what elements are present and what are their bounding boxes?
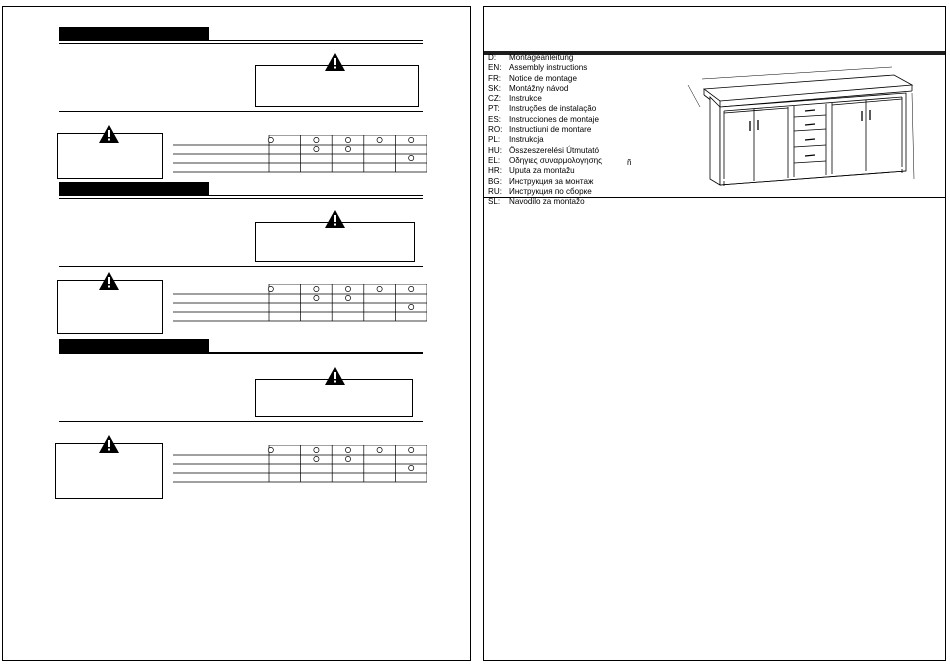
circle-mark-icon xyxy=(314,146,319,151)
language-row xyxy=(488,125,688,135)
language-title: Assembly instructions xyxy=(509,63,588,73)
circle-mark-icon xyxy=(268,447,273,452)
language-row xyxy=(488,187,688,197)
language-row xyxy=(488,197,688,207)
language-code: ES: xyxy=(488,114,502,124)
warning-triangle-icon xyxy=(99,125,119,143)
language-code: FR: xyxy=(488,73,502,83)
language-code: EN: xyxy=(488,63,502,73)
circle-mark-icon xyxy=(409,447,414,452)
language-code: HU: xyxy=(488,145,502,155)
table-grid xyxy=(173,135,427,175)
divider-rule xyxy=(59,353,423,354)
circle-mark-icon xyxy=(377,286,382,291)
language-title: Összeszerelési Útmutató xyxy=(509,145,599,155)
divider-rule xyxy=(59,266,423,267)
compatibility-table xyxy=(173,445,427,485)
language-title: Montážny návod xyxy=(509,83,569,93)
circle-mark-icon xyxy=(409,137,414,142)
language-row xyxy=(488,135,688,145)
instruction-section xyxy=(3,17,472,167)
divider-rule xyxy=(59,421,423,422)
language-row xyxy=(488,63,688,73)
language-code: PT: xyxy=(488,104,500,114)
circle-mark-icon xyxy=(345,456,350,461)
circle-mark-icon xyxy=(314,456,319,461)
language-code: PL: xyxy=(488,135,501,145)
table-grid xyxy=(173,284,427,324)
sideboard-cabinet-illustration xyxy=(684,59,944,189)
left-page xyxy=(2,6,471,661)
warning-triangle-icon xyxy=(99,272,119,290)
circle-mark-icon xyxy=(314,137,319,142)
warning-triangle-icon xyxy=(99,435,119,453)
language-title: Navodilo za montažo xyxy=(509,197,585,207)
circle-mark-icon xyxy=(314,295,319,300)
right-page xyxy=(483,6,946,661)
language-row xyxy=(488,104,688,114)
divider-rule xyxy=(59,198,423,199)
language-list xyxy=(488,53,688,207)
warning-triangle-icon xyxy=(325,367,345,385)
language-code: RO: xyxy=(488,125,503,135)
language-code: HR: xyxy=(488,166,502,176)
language-row xyxy=(488,74,688,84)
circle-mark-icon xyxy=(268,137,273,142)
circle-mark-icon xyxy=(409,155,414,160)
compatibility-table xyxy=(173,135,427,175)
section-heading-bar xyxy=(59,339,209,353)
language-code: RU: xyxy=(488,186,502,196)
language-title: Instructiuni de montare xyxy=(509,125,592,135)
circle-mark-icon xyxy=(409,465,414,470)
circle-mark-icon xyxy=(345,137,350,142)
circle-mark-icon xyxy=(345,286,350,291)
circle-mark-icon xyxy=(409,286,414,291)
divider-rule xyxy=(59,43,423,44)
warning-triangle-icon xyxy=(325,53,345,71)
warning-box xyxy=(255,222,415,262)
language-title: Инструкция за монтаж xyxy=(509,176,594,186)
section-heading-bar xyxy=(59,182,209,196)
circle-mark-icon xyxy=(314,447,319,452)
table-grid xyxy=(173,445,427,485)
language-title: Instrukcja xyxy=(509,135,544,145)
warning-triangle-icon xyxy=(325,210,345,228)
stray-glyph: ñ xyxy=(627,158,632,167)
language-code: SK: xyxy=(488,83,502,93)
language-title: Instrukce xyxy=(509,94,542,104)
language-row xyxy=(488,166,688,176)
language-title: Instruções de instalação xyxy=(509,104,597,114)
divider-rule xyxy=(59,111,423,112)
compatibility-table xyxy=(173,284,427,324)
language-row xyxy=(488,156,688,166)
header-strip xyxy=(484,7,945,55)
language-code: D: xyxy=(488,53,497,62)
language-title: Инструкция по сборке xyxy=(509,186,592,196)
language-code: SL: xyxy=(488,197,501,207)
language-row xyxy=(488,177,688,187)
heading-rule xyxy=(209,40,423,41)
language-title: Uputa za montažu xyxy=(509,166,575,176)
instruction-section xyxy=(3,174,472,324)
circle-mark-icon xyxy=(345,447,350,452)
language-row xyxy=(488,53,688,63)
language-title: Notice de montage xyxy=(509,73,577,83)
warning-box xyxy=(255,65,419,107)
heading-rule xyxy=(209,195,423,196)
language-code: BG: xyxy=(488,176,502,186)
language-row xyxy=(488,84,688,94)
instruction-section xyxy=(3,331,472,481)
circle-mark-icon xyxy=(314,286,319,291)
circle-mark-icon xyxy=(268,286,273,291)
language-code: EL: xyxy=(488,155,501,165)
language-title: Montageanleitung xyxy=(509,53,574,62)
language-title: Οδηγιες συναρμολογησης xyxy=(509,155,603,165)
language-row xyxy=(488,146,688,156)
header-divider xyxy=(484,197,945,198)
circle-mark-icon xyxy=(345,146,350,151)
language-code: CZ: xyxy=(488,94,502,104)
circle-mark-icon xyxy=(377,447,382,452)
circle-mark-icon xyxy=(377,137,382,142)
section-heading-bar xyxy=(59,27,209,41)
language-row xyxy=(488,115,688,125)
language-title: Instrucciones de montaje xyxy=(509,114,599,124)
language-row xyxy=(488,94,688,104)
circle-mark-icon xyxy=(409,304,414,309)
circle-mark-icon xyxy=(345,295,350,300)
